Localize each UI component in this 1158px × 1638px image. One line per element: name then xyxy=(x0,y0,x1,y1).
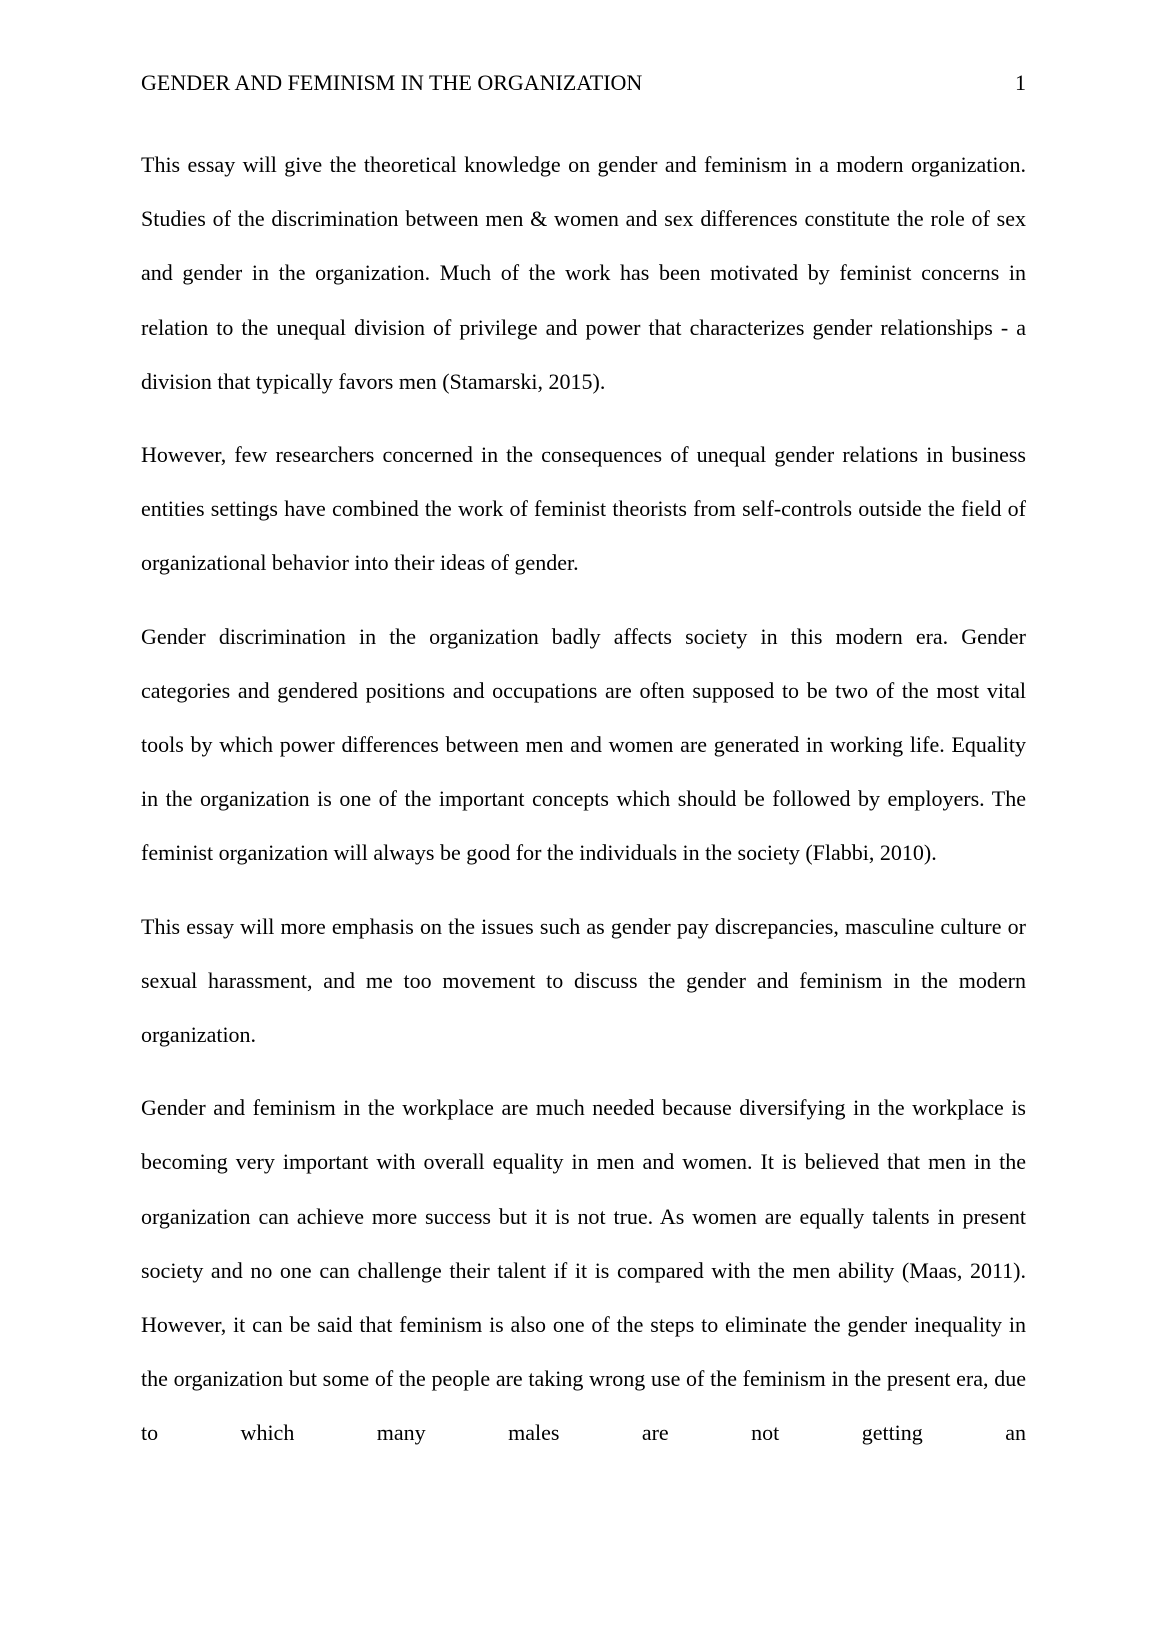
paragraph-workplace: Gender and feminism in the workplace are much needed because diversifying in the workplace is becoming very important with overall equality in men and women. It is believed that men in the organization can achieve more success but it is not true. As women are equally talents in present society and no one can challenge their talent if it is compared with the men ability (Maas, 2011). However, it can be said that feminism is also one of the steps to eliminate the gender inequality in the organization but some of the people are taking wrong use of the feminism in the present era, due to which many males are not getting an xyxy=(141,1095,1026,1446)
page-number: 1 xyxy=(1015,70,1026,95)
paragraph-introduction: This essay will give the theoretical knowledge on gender and feminism in a modern organization. Studies of the discrimination between men & women and sex differences constitute the role of sex and gender in the organization. Much of the work has been motivated by feminist concerns in relation to the unequal division of privilege and power that characterizes gender relationships - a division that typically favors men (Stamarski, 2015). xyxy=(141,152,1026,394)
paragraph-emphasis: This essay will more emphasis on the issues such as gender pay discrepancies, masculine culture or sexual harassment, and me too movement to discuss the gender and feminism in the modern organization. xyxy=(141,913,1026,1048)
body-text xyxy=(141,138,1026,1461)
paragraph-researchers: However, few researchers concerned in the consequences of unequal gender relations in business entities settings have combined the work of feminist theorists from self-controls outside the field of organizational behavior into their ideas of gender. xyxy=(141,442,1026,576)
paragraph-discrimination: Gender discrimination in the organization badly affects society in this modern era. Gender categories and gendered positions and occupations are often supposed to be two of the most vital tools by which power differences between men and women are generated in working life. Equality in the organization is one of the important concepts which should be followed by employers. The feminist organization will always be good for the individuals in the society (Flabbi, 2010). xyxy=(141,623,1026,866)
running-head xyxy=(141,68,1026,98)
running-head-title: GENDER AND FEMINISM IN THE ORGANIZATION xyxy=(141,70,643,95)
